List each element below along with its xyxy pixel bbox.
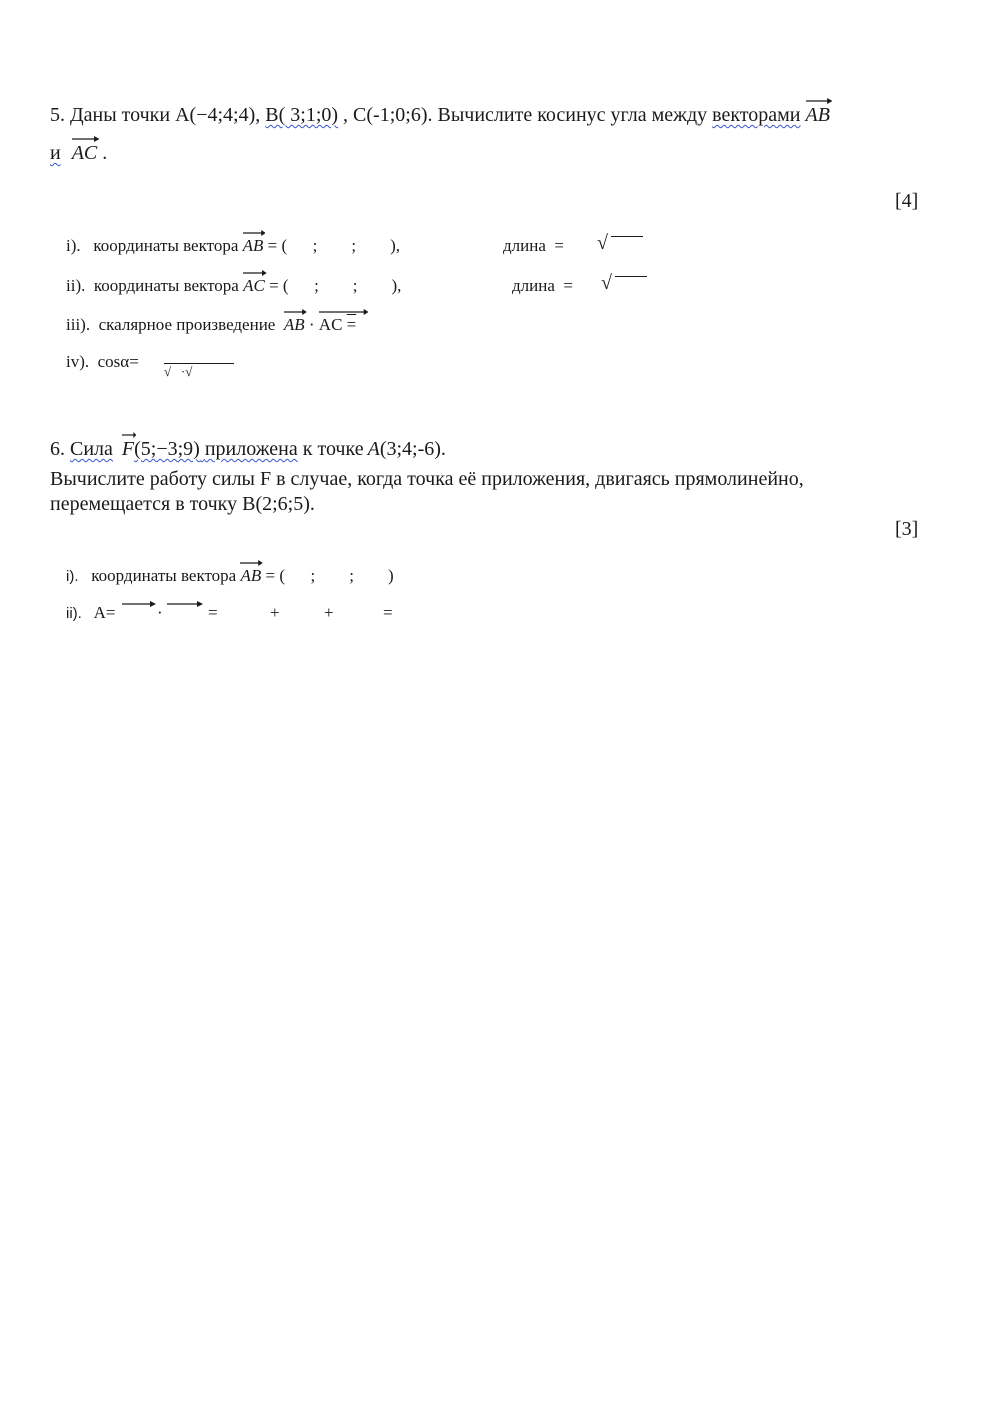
task6-force-vector: F bbox=[122, 438, 134, 461]
task6-to-point: к точке bbox=[302, 438, 364, 460]
sqrt-bar-1 bbox=[611, 236, 643, 237]
task5-step-2-length bbox=[512, 276, 573, 296]
vector-ab: AB bbox=[284, 315, 305, 335]
sqrt-blank-2: √ bbox=[601, 272, 612, 294]
plus-1: + bbox=[270, 603, 280, 622]
equals-1: = bbox=[208, 603, 218, 622]
task5-step-3 bbox=[66, 315, 356, 335]
step-label: i). bbox=[66, 236, 81, 255]
task5-line1 bbox=[50, 104, 842, 127]
task6-step-2 bbox=[66, 603, 116, 623]
task6-force-coords: (5;−3;9) bbox=[134, 438, 200, 460]
task5-score: [4] bbox=[895, 190, 919, 212]
task5-point-a: A(−4;4;4), bbox=[175, 104, 261, 126]
task6-point-a-coords: (3;4;-6). bbox=[379, 438, 446, 460]
task5-vector-ab: AB bbox=[806, 104, 830, 127]
task5-step-4 bbox=[66, 352, 139, 372]
task5-vectors-word: векторами bbox=[712, 104, 801, 126]
task6-point-a: A bbox=[367, 438, 380, 460]
task5-separator: , bbox=[343, 104, 349, 126]
step-label: ii). bbox=[66, 605, 82, 622]
step-text: координаты вектора bbox=[93, 276, 239, 295]
vector-ac: AC bbox=[243, 276, 265, 296]
step-label: ii). bbox=[66, 276, 86, 295]
task5-end: . bbox=[102, 142, 108, 164]
task5-point-b: B( 3;1;0) bbox=[265, 104, 339, 126]
step-text: координаты вектора bbox=[93, 236, 239, 255]
step-text: координаты вектора bbox=[91, 566, 237, 585]
task5-intro: Даны точки bbox=[70, 104, 171, 126]
work-label: A= bbox=[93, 603, 116, 622]
task5-step-1-length bbox=[503, 236, 564, 256]
coords-blanks: = ( ; ; ), bbox=[269, 276, 402, 295]
task5-and-word: и bbox=[50, 142, 61, 164]
task6-line1 bbox=[50, 438, 446, 461]
coords-blanks: = ( ; ; ), bbox=[267, 236, 401, 255]
task6-force-word: Сила bbox=[70, 438, 113, 460]
task5-question: Вычислите косинус угла между bbox=[437, 104, 708, 126]
task6-step-1 bbox=[66, 566, 394, 586]
step-label: i). bbox=[66, 568, 79, 585]
task5-vector-ac: AC bbox=[72, 142, 98, 165]
task5-step-2 bbox=[66, 276, 401, 296]
plus-2: + bbox=[324, 603, 334, 622]
vector-ab: AB bbox=[240, 566, 261, 586]
step-label: iv). bbox=[66, 352, 90, 371]
dot-operator: · bbox=[157, 603, 163, 622]
length-label: длина = bbox=[512, 276, 573, 295]
length-label: длина = bbox=[503, 236, 564, 255]
task6-score: [3] bbox=[895, 518, 919, 540]
coords-blanks: = ( ; ; ) bbox=[265, 566, 394, 585]
equals-2: = bbox=[383, 603, 393, 622]
step-text: скалярное произведение bbox=[98, 315, 276, 334]
cos-label: cosα= bbox=[97, 352, 139, 371]
task5-line2 bbox=[50, 142, 107, 165]
fraction-denominator: √ ·√ bbox=[164, 364, 193, 379]
step-label: iii). bbox=[66, 315, 91, 334]
task5-step-1 bbox=[66, 236, 400, 256]
task6-line3: перемещается в точку B(2;6;5). bbox=[50, 493, 315, 515]
blank-vector-arrow-2 bbox=[167, 600, 203, 608]
task5-point-c: C(-1;0;6). bbox=[353, 104, 433, 126]
task5-number: 5. bbox=[50, 104, 65, 126]
task6-line2: Вычислите работу силы F в случае, когда точка её приложения, двигаясь прямолинейно, bbox=[50, 468, 804, 490]
vector-ab: AB bbox=[243, 236, 264, 256]
blank-vector-arrow-1 bbox=[122, 600, 156, 608]
sqrt-bar-2 bbox=[615, 276, 647, 277]
sqrt-blank-1: √ bbox=[597, 232, 608, 254]
vector-ac: AC bbox=[319, 315, 343, 335]
task6-applied: приложена bbox=[204, 438, 298, 460]
equals: = bbox=[346, 315, 357, 334]
dot-operator: · bbox=[308, 315, 315, 334]
task6-number: 6. bbox=[50, 438, 65, 460]
